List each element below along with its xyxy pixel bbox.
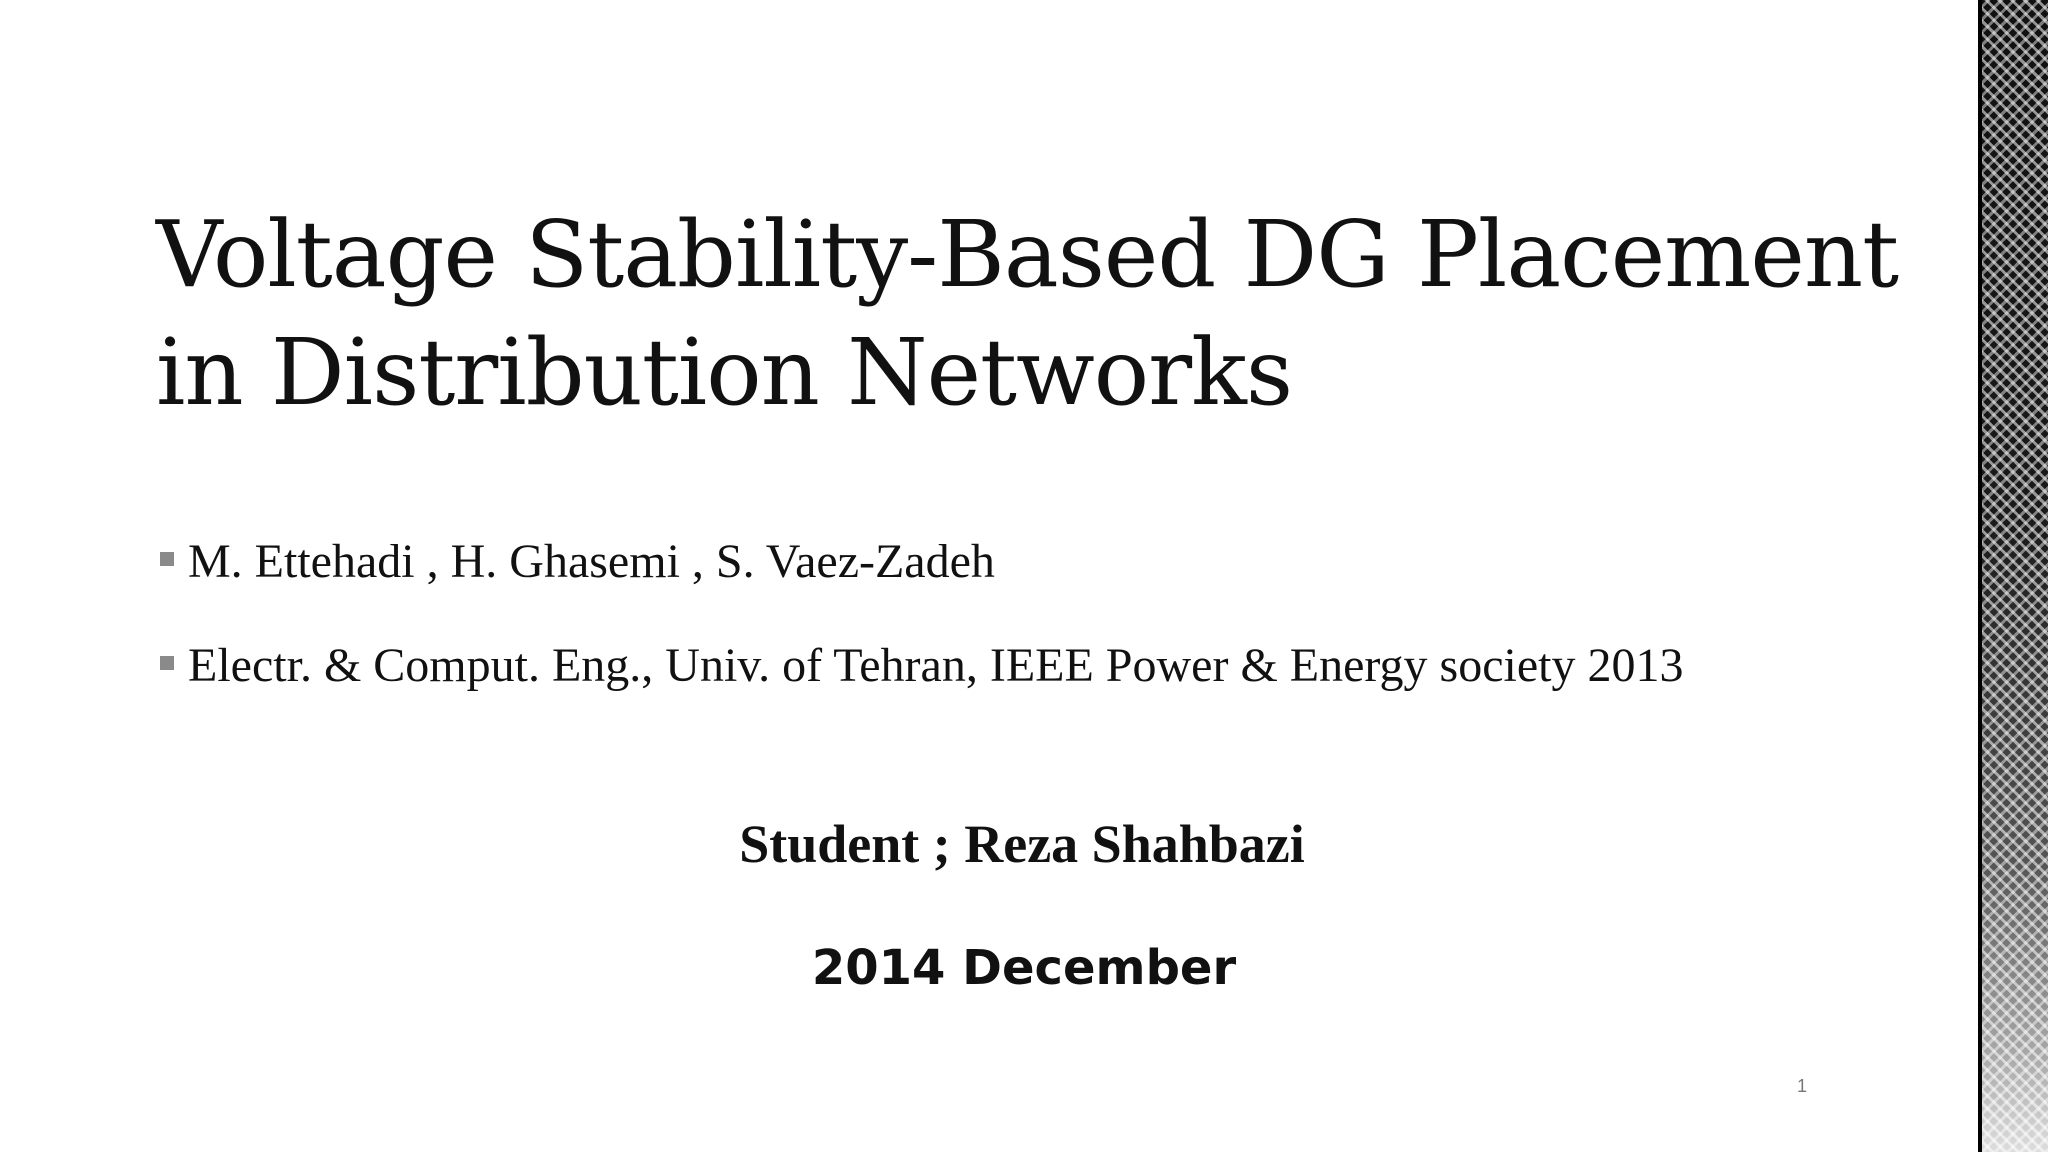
title-line-1: Voltage Stability-Based DG Placement	[156, 201, 1899, 308]
bullet-text: Electr. & Comput. Eng., Univ. of Tehran, IEEE Power & Energy society 2013	[188, 639, 1684, 692]
square-bullet-icon	[160, 656, 174, 670]
bullet-list	[160, 530, 1920, 738]
date-text: 2014 December	[811, 940, 1237, 996]
student-line	[0, 812, 2048, 876]
slide-title	[156, 196, 1916, 432]
presentation-date	[0, 936, 2048, 1000]
square-bullet-icon	[160, 552, 174, 566]
bullet-item-affiliation	[160, 634, 1920, 698]
bullet-text: M. Ettehadi , H. Ghasemi , S. Vaez-Zadeh	[188, 535, 995, 588]
page-number: 1	[1796, 1076, 1807, 1096]
title-line-2: in Distribution Networks	[156, 319, 1293, 426]
student-name: Student ; Reza Shahbazi	[739, 814, 1305, 874]
bullet-item-authors	[160, 530, 1920, 594]
